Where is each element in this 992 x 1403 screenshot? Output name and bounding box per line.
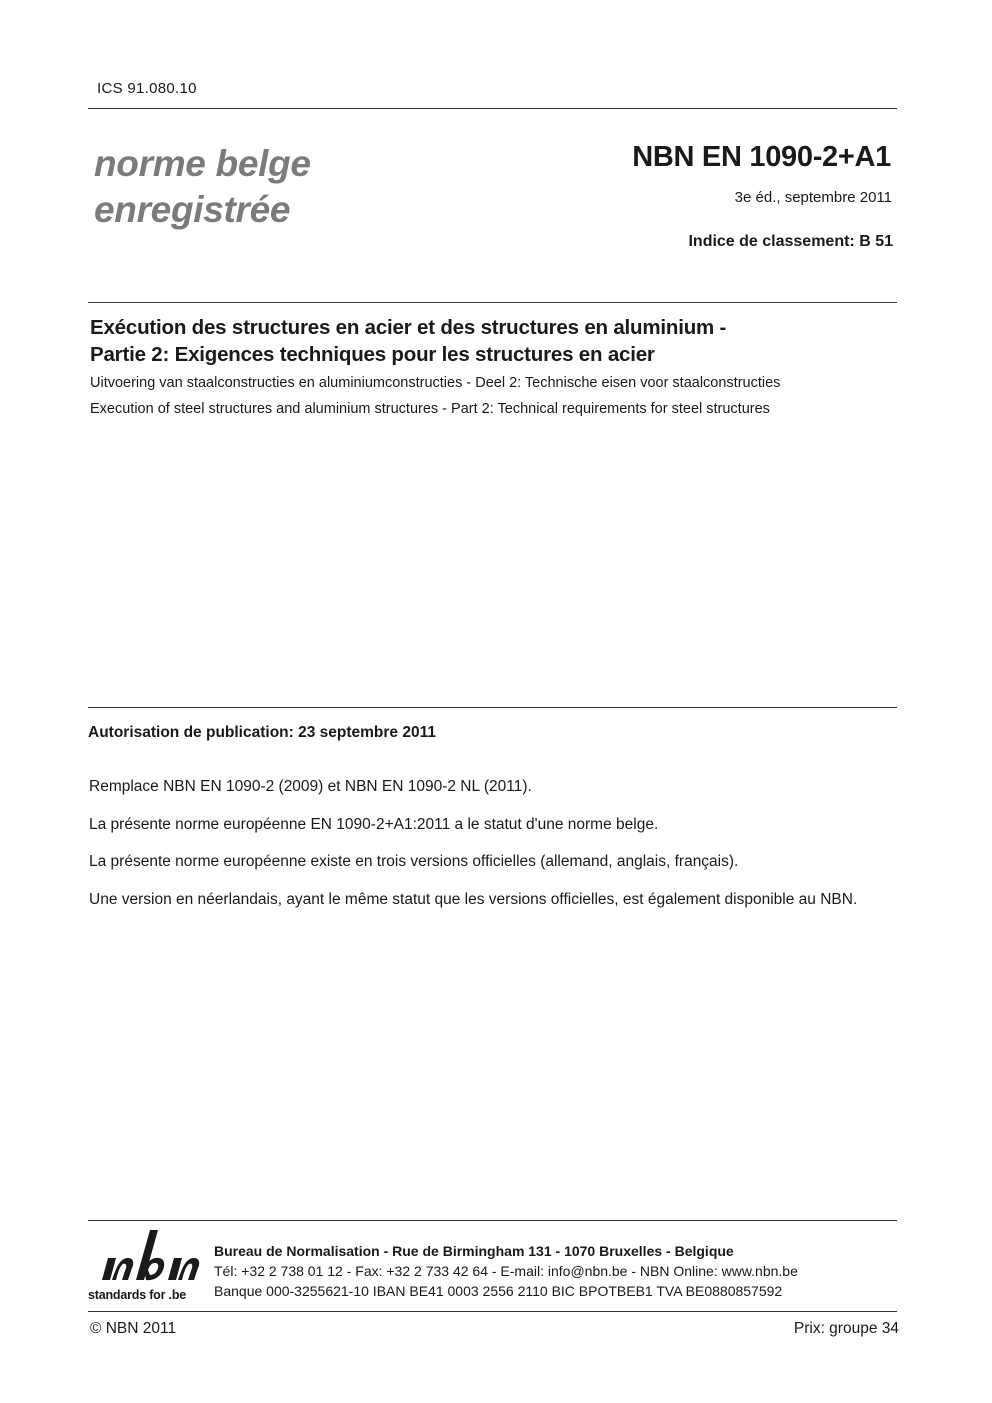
- publication-authorization: Autorisation de publication: 23 septembre 2011: [88, 724, 436, 741]
- brand-line-2: enregistrée: [94, 189, 291, 230]
- footer-divider: [88, 1220, 897, 1221]
- ics-code: ICS 91.080.10: [97, 80, 197, 97]
- footer-contact: Tél: +32 2 738 01 12 - Fax: +32 2 733 42 64 - E-mail: info@nbn.be - NBN Online: www.nbn.be: [214, 1263, 798, 1279]
- price-group: Prix: groupe 34: [793, 1320, 899, 1337]
- note-versions: La présente norme européenne existe en trois versions officielles (allemand, anglais, français).: [89, 853, 739, 870]
- edition-date: 3e éd., septembre 2011: [734, 189, 892, 206]
- note-replaces: Remplace NBN EN 1090-2 (2009) et NBN EN 1090-2 NL (2011).: [89, 778, 532, 795]
- title-divider-bottom: [88, 707, 897, 708]
- footer-bank: Banque 000-3255621-10 IBAN BE41 0003 2556 2110 BIC BPOTBEB1 TVA BE0880857592: [214, 1283, 783, 1299]
- classification-index: Indice de classement: B 51: [688, 233, 893, 250]
- standard-number: NBN EN 1090-2+A1: [632, 141, 891, 173]
- title-dutch: Uitvoering van staalconstructies en aluminiumconstructies - Deel 2: Technische eisen voor staalconstructies: [90, 375, 781, 391]
- note-status: La présente norme européenne EN 1090-2+A1:2011 a le statut d'une norme belge.: [89, 816, 659, 833]
- copyright: © NBN 2011: [90, 1320, 177, 1337]
- title-english: Execution of steel structures and aluminium structures - Part 2: Technical requirements for steel structures: [90, 401, 770, 417]
- title-divider-top: [88, 302, 897, 303]
- footer-bottom-divider: [88, 1311, 897, 1312]
- brand-title: [94, 141, 311, 233]
- logo-tagline: standards for .be: [88, 1288, 187, 1302]
- note-dutch-version: Une version en néerlandais, ayant le même statut que les versions officielles, est également disponible au NBN.: [89, 891, 858, 908]
- footer-organization: Bureau de Normalisation - Rue de Birmingham 131 - 1070 Bruxelles - Belgique: [214, 1243, 734, 1259]
- title-french-line-2: Partie 2: Exigences techniques pour les structures en acier: [90, 343, 655, 366]
- title-french: [90, 314, 726, 368]
- footer-contact-block: [214, 1241, 798, 1301]
- brand-line-1: norme belge: [94, 143, 311, 184]
- nbn-logo: [88, 1228, 203, 1308]
- header-divider: [88, 108, 897, 109]
- title-french-line-1: Exécution des structures en acier et des structures en aluminium -: [90, 316, 727, 339]
